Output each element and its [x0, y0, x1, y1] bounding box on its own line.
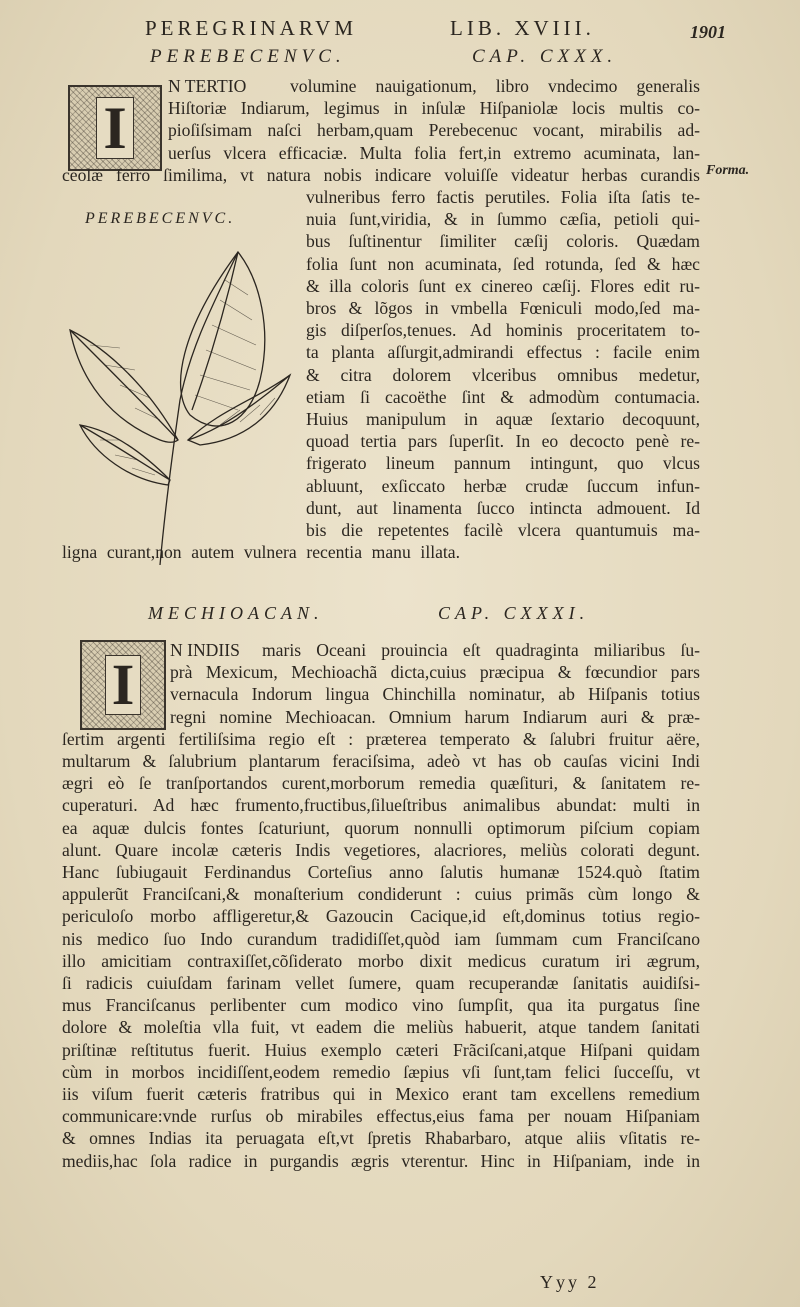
decorated-initial-2 — [80, 640, 166, 730]
text-line: dunt, aut linamenta ſucco intincta admouent. Id — [306, 497, 700, 518]
text-line: bis die repetentes facilè vlcera quantumuis ma- — [306, 520, 700, 540]
text-line: uerſus vlcera efficaciæ. Multa folia fert,in extremo acuminata, lan- — [168, 142, 700, 163]
text-line: gis diſperſos,tenues. Ad hominis proceritatem to- — [306, 320, 700, 341]
text-line: prà Mexicum, Mechioachã dicta,cuius præcipua & fœcundior pars — [170, 662, 700, 683]
text-line: illo amicitiam contraxiſſet,cõſiderato morbo dixit medicus curatum iri ægrum, — [62, 950, 700, 971]
text-line: regni nomine Mechioacan. Omnium harum Indiarum auri & præ- — [170, 706, 700, 727]
text-line: & illa coloris ſunt ex cinereo cæſij. Flores edit ru- — [306, 275, 700, 296]
text-line: bus ſuſtinentur ſimiliter cæſij coloris. Quædam — [306, 231, 700, 252]
opening-words-2: N INDIIS — [170, 640, 240, 660]
text-line: vulneribus ferro factis perutiles. Folia iſta ſatis te- — [306, 187, 700, 207]
text-line: abluunt, exſiccato herbæ crudæ ſuccum infun- — [306, 475, 700, 496]
text-line: Hanc ſubiugauit Ferdinandus Corteſius anno ſalutis humanæ 1524.quò ſtatim — [62, 862, 700, 882]
text-line: multarum & ſalubrium plantarum feraciſsima, adeò vt has ob cauſas vicini Indi — [62, 751, 700, 771]
text-line: ſi radicis cuiuſdam farinam vellet ſumere, quam recuperandæ ſanitatis auidiſsi- — [62, 973, 700, 993]
text-line: mus Franciſcanus perlibenter cum modico vino ſumpſit, qua ita purgatus ſine — [62, 995, 700, 1016]
text-line: Huius manipulum in aquæ ſextario decoquunt, — [306, 409, 700, 429]
text-line: cuperaturi. Ad hæc frumento,fructibus,ſilueſtribus animalibus abundat: multi in — [62, 795, 700, 816]
text-line: folia ſunt non acuminata, ſed rotunda, ſed & hæc — [306, 253, 700, 274]
page-number: 1901 — [690, 22, 726, 42]
text-line: pioſiſsimam naſci herbam,quam Perebecenuc vocant, mirabilis ad- — [168, 120, 700, 141]
text-line: priſtinæ reſtitutus fuerit. Huius exemplo cæteri Frãciſcani,atque Hiſpani quidam — [62, 1039, 700, 1060]
text-line: maris Oceani prouincia eſt quadraginta miliaribus ſu- — [262, 640, 700, 660]
text-line: & omnes Indias ita peruagata eſt,vt ſpretis Rhabarbaro, atque aliis vſitatis re- — [62, 1128, 700, 1149]
text-line: ægri eò ſe tranſportandos curent,morborum remedia quæſituri, & ſanitatem re- — [62, 773, 700, 794]
initial-letter-1: I — [96, 97, 133, 159]
text-line: ligna curant,non autem vulnera recentia manu illata. — [62, 542, 460, 563]
text-line: ceolæ ferro ſimilima, vt natura nobis indicare voluiſſe videatur herbas curandis — [62, 164, 700, 185]
text-line: nuia ſunt,viridia, & in ſummo cæſia, petioli qui- — [306, 209, 700, 230]
section-2-title: MECHIOACAN. — [148, 603, 324, 623]
signature-mark: Yyy 2 — [540, 1272, 600, 1292]
plant-figure-label: PEREBECENVC. — [85, 210, 236, 227]
section-2-chapter: CAP. CXXXI. — [438, 603, 590, 623]
text-line: nis medico ſuo Indo curandum tradidiſſet,quòd iam ſummam cum Franciſcano — [62, 928, 700, 949]
opening-words-1: N TERTIO — [168, 76, 247, 96]
text-line: frigerato lineum pannum intingunt, quo vlcus — [306, 453, 700, 474]
text-line: etiam ſi cacoëthe ſint & admodùm contumacia. — [306, 386, 700, 407]
text-line: volumine nauigationum, libro vndecimo generalis — [290, 76, 700, 96]
chapter-number: CAP. CXXX. — [472, 46, 618, 67]
margin-note-forma: Forma. — [706, 163, 750, 178]
text-line: vernacula Indorum lingua Chinchilla nominatur, ab Hiſpanis totius — [170, 684, 700, 705]
initial-letter-2: I — [105, 655, 142, 715]
text-line: cùm in morbos incidiſſent,eodem remedio ſæpius vſi ſunt,tam felici ſucceſſu, vt — [62, 1061, 700, 1082]
text-line: appulerũt Franciſcani,& monaſterium condiderunt : cuius primãs cùm longo & — [62, 884, 700, 905]
decorated-initial-1 — [68, 85, 162, 171]
text-line: ſertim argenti fertiliſsima regio eſt : præterea temperato & ſalubri fruitur aëre, — [62, 728, 700, 749]
text-line: dolore & moleſtia vlla fuit, vt eadem die meliùs habuerit, atque tandem ſanitati — [62, 1017, 700, 1038]
text-line: communicare:vnde rurſus ob mirabiles effectus,eius fama per nouam Hiſpaniam — [62, 1106, 700, 1127]
text-line: alunt. Quare incolæ cæteris Indis vegetiores, alacriores, meliùs colorati degunt. — [62, 839, 700, 860]
text-line: mediis,hac ſola radice in purgandis ægris vterentur. Hinc in Hiſpaniam, inde in — [62, 1150, 700, 1171]
text-line: iis viſum fuerit cæteris fratribus qui in Mexico erant tam excellens remedium — [62, 1084, 700, 1104]
text-line: Hiſtoriæ Indiarum, legimus in inſulæ Hiſpaniolæ locis multis co- — [168, 98, 700, 119]
text-line: & citra dolorem vlceribus omnibus medetur, — [306, 364, 700, 385]
chapter-plant-title: PEREBECENVC. — [150, 46, 346, 67]
text-line: bros & lõgos in vmbella Fœniculi modo,ſed ma- — [306, 298, 700, 318]
text-line: ta planta aſſurgit,admirandi effectus : facile enim — [306, 342, 700, 363]
text-line: quoad tertia pars ſuperſit. In eo decocto penè re- — [306, 431, 700, 452]
text-line: ea aquæ dulcis fontes ſcaturiunt, quorum nonnulli optimorum piſcium copiam — [62, 817, 700, 838]
plant-illustration — [60, 240, 300, 570]
running-title: PEREGRINARVM — [145, 16, 358, 40]
text-line: periculoſo morbo affligeretur,& Gazoucin Cacique,id eſt,dominus totius regio- — [62, 906, 700, 927]
book-number: LIB. XVIII. — [450, 16, 595, 40]
